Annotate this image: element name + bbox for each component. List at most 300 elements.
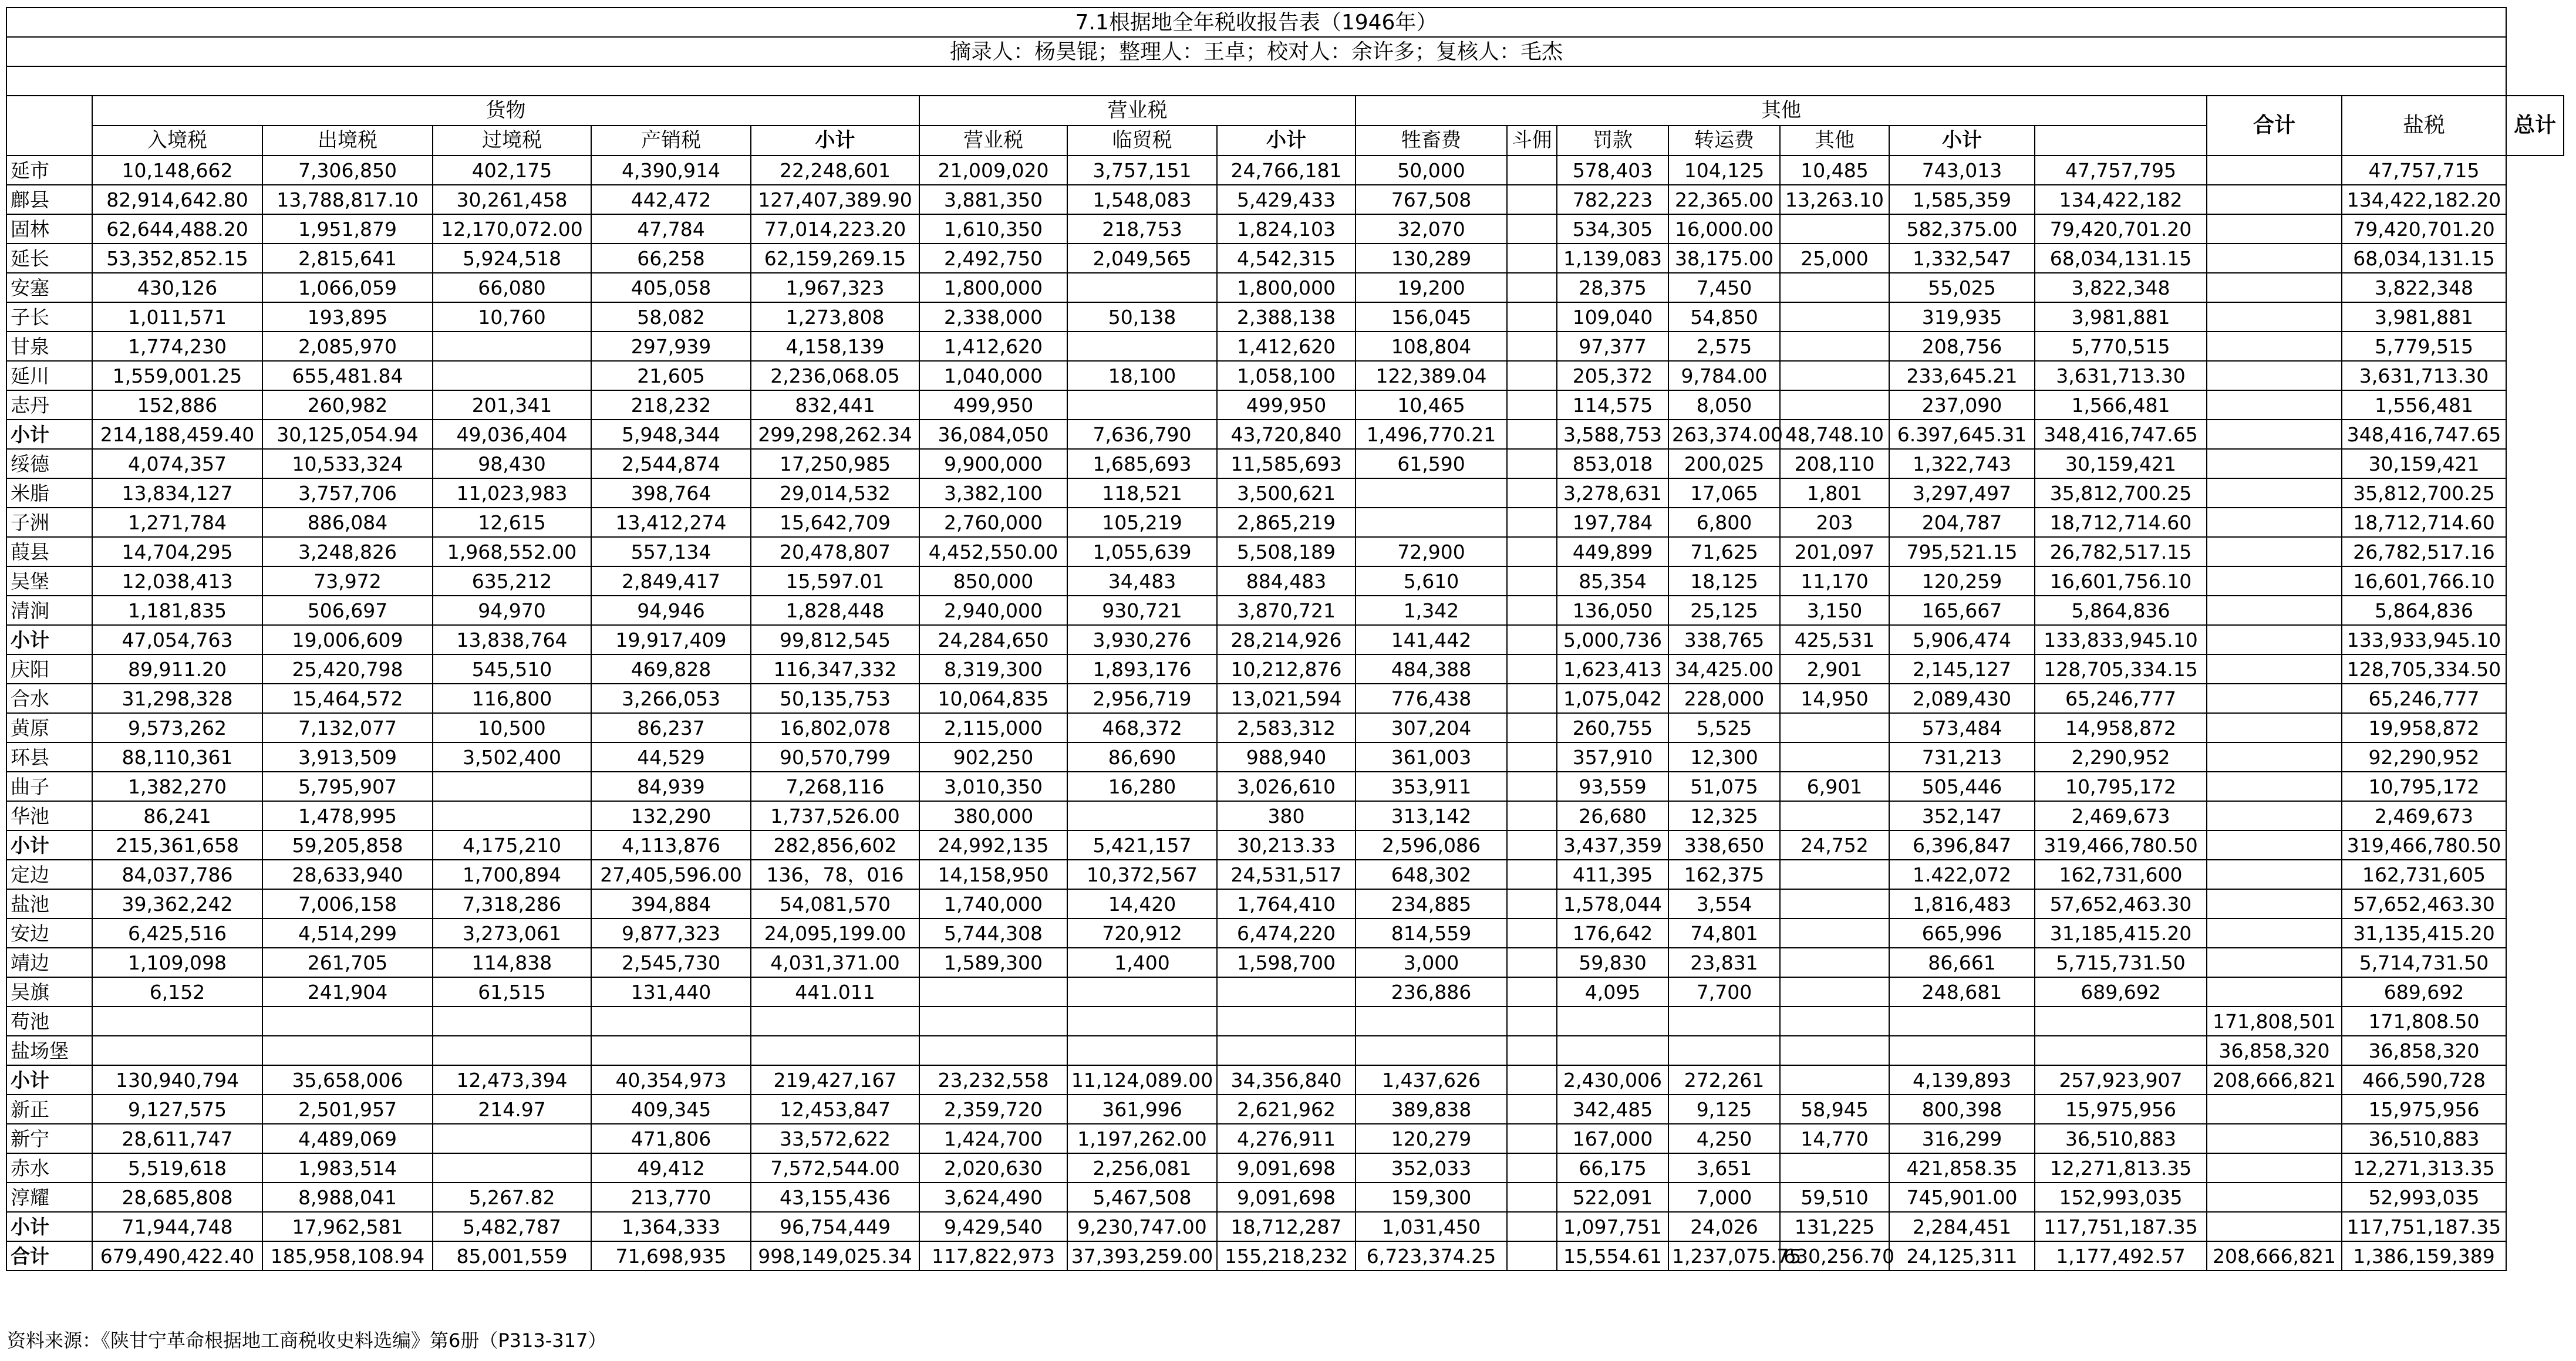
table-cell: 1,386,159,389: [2342, 1241, 2506, 1271]
table-row: [6, 772, 2564, 801]
table-cell: 353,911: [1356, 772, 1507, 801]
table-cell: 534,305: [1557, 214, 1668, 244]
table-cell: 34,483: [1067, 566, 1217, 596]
table-cell: 108,804: [1356, 332, 1507, 361]
table-cell: 12,325: [1668, 801, 1780, 830]
table-cell: 93,559: [1557, 772, 1668, 801]
table-cell: [2207, 566, 2342, 596]
region-name: 黄原: [6, 713, 92, 742]
table-cell: 1,177,492.57: [2035, 1241, 2207, 1271]
table-cell: 260,755: [1557, 713, 1668, 742]
table-cell: 7,268,116: [751, 772, 919, 801]
table-row: [6, 625, 2564, 654]
table-cell: [2035, 1036, 2207, 1065]
table-cell: 2,085,970: [262, 332, 433, 361]
table-cell: [1507, 185, 1557, 214]
table-cell: 1,893,176: [1067, 654, 1217, 684]
column-header: 转运费: [1668, 126, 1780, 156]
table-cell: 14,958,872: [2035, 713, 2207, 742]
table-cell: 11,023,983: [433, 478, 591, 508]
table-cell: [1507, 977, 1557, 1007]
table-cell: 2,089,430: [1889, 684, 2035, 713]
table-cell: [2207, 948, 2342, 977]
region-name: 吴旗: [6, 977, 92, 1007]
table-cell: 12,300: [1668, 742, 1780, 772]
table-cell: 89,911.20: [92, 654, 262, 684]
table-cell: 4,390,914: [591, 156, 751, 185]
table-cell: 3,651: [1668, 1153, 1780, 1183]
table-cell: 7,132,077: [262, 713, 433, 742]
table-cell: [2207, 654, 2342, 684]
table-cell: 193,895: [262, 302, 433, 332]
table-cell: [92, 1007, 262, 1036]
table-cell: 167,000: [1557, 1124, 1668, 1153]
region-name: 小计: [6, 625, 92, 654]
table-cell: [591, 1007, 751, 1036]
table-cell: 342,485: [1557, 1095, 1668, 1124]
table-cell: 214,188,459.40: [92, 420, 262, 449]
table-cell: 1,066,059: [262, 273, 433, 302]
table-cell: 88,110,361: [92, 742, 262, 772]
table-cell: 1,983,514: [262, 1153, 433, 1183]
table-cell: 1,967,323: [751, 273, 919, 302]
table-cell: 272,261: [1668, 1065, 1780, 1095]
table-cell: 15,554.61: [1557, 1241, 1668, 1271]
table-cell: 402,175: [433, 156, 591, 185]
table-row: [6, 156, 2564, 185]
table-cell: 5,525: [1668, 713, 1780, 742]
table-cell: 1,382,270: [92, 772, 262, 801]
table-cell: 228,000: [1668, 684, 1780, 713]
column-header: 小计: [751, 126, 919, 156]
table-cell: 1,322,743: [1889, 449, 2035, 478]
table-row: [6, 801, 2564, 830]
region-name: 靖边: [6, 948, 92, 977]
table-cell: 5,795,907: [262, 772, 433, 801]
table-cell: [433, 772, 591, 801]
table-cell: [1507, 1007, 1557, 1036]
table-cell: 1,040,000: [919, 361, 1067, 390]
table-cell: 208,110: [1780, 449, 1889, 478]
table-cell: [1780, 302, 1889, 332]
table-cell: 2,290,952: [2035, 742, 2207, 772]
table-cell: 3,010,350: [919, 772, 1067, 801]
table-cell: 3,382,100: [919, 478, 1067, 508]
table-cell: 44,529: [591, 742, 751, 772]
table-cell: [1507, 684, 1557, 713]
table-cell: 2,020,630: [919, 1153, 1067, 1183]
table-cell: 4,031,371.00: [751, 948, 919, 977]
table-cell: 1,181,835: [92, 596, 262, 625]
table-cell: 4,113,876: [591, 830, 751, 860]
tax-report-sheet: [6, 7, 2564, 1271]
table-cell: 2,901: [1780, 654, 1889, 684]
table-cell: 55,025: [1889, 273, 2035, 302]
table-cell: 466,590,728: [2342, 1065, 2506, 1095]
region-name: 小计: [6, 830, 92, 860]
table-cell: 24,531,517: [1217, 860, 1356, 889]
table-cell: [1067, 977, 1217, 1007]
table-cell: [433, 1007, 591, 1036]
table-cell: 12,038,413: [92, 566, 262, 596]
table-cell: 2,145,127: [1889, 654, 2035, 684]
table-row: [6, 449, 2564, 478]
table-cell: 998,149,025.34: [751, 1241, 919, 1271]
table-cell: 18,100: [1067, 361, 1217, 390]
table-cell: [2207, 1183, 2342, 1212]
region-name: 吴堡: [6, 566, 92, 596]
table-cell: 5,770,515: [2035, 332, 2207, 361]
table-cell: 49,036,404: [433, 420, 591, 449]
table-cell: 200,025: [1668, 449, 1780, 478]
table-cell: 35,658,006: [262, 1065, 433, 1095]
table-cell: 15,975,956: [2342, 1095, 2506, 1124]
table-cell: 58,082: [591, 302, 751, 332]
table-cell: 86,241: [92, 801, 262, 830]
table-cell: 7,006,158: [262, 889, 433, 918]
region-name: 新正: [6, 1095, 92, 1124]
table-cell: 34,356,840: [1217, 1065, 1356, 1095]
table-cell: 27,405,596.00: [591, 860, 751, 889]
table-cell: 1,816,483: [1889, 889, 2035, 918]
table-cell: 348,416,747.65: [2342, 420, 2506, 449]
table-cell: [2207, 420, 2342, 449]
column-header: 营业税: [919, 126, 1067, 156]
table-cell: 15,642,709: [751, 508, 919, 537]
table-cell: 299,298,262.34: [751, 420, 919, 449]
table-cell: 1,968,552.00: [433, 537, 591, 566]
table-cell: [1507, 1124, 1557, 1153]
table-cell: 2,338,000: [919, 302, 1067, 332]
header-total: 合计: [2207, 96, 2342, 156]
table-cell: 162,375: [1668, 860, 1780, 889]
table-cell: 208,666,821: [2207, 1241, 2342, 1271]
table-cell: 16,000.00: [1668, 214, 1780, 244]
table-cell: 176,642: [1557, 918, 1668, 948]
table-cell: 421,858.35: [1889, 1153, 2035, 1183]
table-cell: [1507, 273, 1557, 302]
table-cell: 522,091: [1557, 1183, 1668, 1212]
table-cell: [2207, 830, 2342, 860]
table-cell: 12,473,394: [433, 1065, 591, 1095]
table-cell: 62,644,488.20: [92, 214, 262, 244]
table-cell: 31,135,415.20: [2342, 918, 2506, 948]
table-cell: 380,000: [919, 801, 1067, 830]
table-cell: 261,705: [262, 948, 433, 977]
table-cell: 54,081,570: [751, 889, 919, 918]
table-cell: 5,864,836: [2342, 596, 2506, 625]
table-cell: 1,559,001.25: [92, 361, 262, 390]
table-cell: 97,377: [1557, 332, 1668, 361]
table-cell: 394,884: [591, 889, 751, 918]
table-cell: 171,808.50: [2342, 1007, 2506, 1036]
table-row: [6, 185, 2564, 214]
table-cell: 7,318,286: [433, 889, 591, 918]
table-cell: 141,442: [1356, 625, 1507, 654]
group-header-other: 其他: [1356, 96, 2207, 126]
table-cell: 23,232,558: [919, 1065, 1067, 1095]
table-cell: 16,601,756.10: [2035, 566, 2207, 596]
table-cell: 131,225: [1780, 1212, 1889, 1241]
table-cell: [2207, 742, 2342, 772]
table-cell: 122,389.04: [1356, 361, 1507, 390]
table-cell: 3,026,610: [1217, 772, 1356, 801]
region-name: 庆阳: [6, 654, 92, 684]
table-row: [6, 508, 2564, 537]
table-cell: 832,441: [751, 390, 919, 420]
table-cell: 1,058,100: [1217, 361, 1356, 390]
table-cell: 2,049,565: [1067, 244, 1217, 273]
table-cell: 28,375: [1557, 273, 1668, 302]
table-cell: 3,500,621: [1217, 478, 1356, 508]
region-header-cell: [6, 96, 92, 156]
region-name: 新宁: [6, 1124, 92, 1153]
table-cell: 1,139,083: [1557, 244, 1668, 273]
table-cell: 2,621,962: [1217, 1095, 1356, 1124]
table-cell: 23,831: [1668, 948, 1780, 977]
table-cell: 18,712,714.60: [2342, 508, 2506, 537]
table-cell: 2,956,719: [1067, 684, 1217, 713]
table-cell: 114,575: [1557, 390, 1668, 420]
table-cell: [2207, 801, 2342, 830]
table-cell: [1067, 390, 1217, 420]
table-cell: 297,939: [591, 332, 751, 361]
column-header: 其他: [1780, 126, 1889, 156]
source-note: 资料来源：《陕甘宁革命根据地工商税收史料选编》第6册（P313-317）: [7, 1329, 607, 1352]
table-cell: 16,802,078: [751, 713, 919, 742]
table-cell: 4,139,893: [1889, 1065, 2035, 1095]
table-cell: 30,213.33: [1217, 830, 1356, 860]
table-cell: 24,026: [1668, 1212, 1780, 1241]
table-cell: 3,930,276: [1067, 625, 1217, 654]
table-cell: 630,256.70: [1780, 1241, 1889, 1271]
table-cell: 282,856,602: [751, 830, 919, 860]
table-cell: [1780, 948, 1889, 977]
table-cell: [1067, 1036, 1217, 1065]
table-cell: 3,881,350: [919, 185, 1067, 214]
table-row: [6, 361, 2564, 390]
table-row: [6, 860, 2564, 889]
table-cell: [2207, 684, 2342, 713]
table-cell: 33,572,622: [751, 1124, 919, 1153]
table-cell: [1668, 1036, 1780, 1065]
table-cell: [1507, 1036, 1557, 1065]
table-cell: 430,126: [92, 273, 262, 302]
table-cell: 1,342: [1356, 596, 1507, 625]
region-name: 固林: [6, 214, 92, 244]
table-cell: 4,175,210: [433, 830, 591, 860]
table-cell: 19,917,409: [591, 625, 751, 654]
table-cell: 352,033: [1356, 1153, 1507, 1183]
table-cell: [1067, 1007, 1217, 1036]
table-cell: [1507, 918, 1557, 948]
table-cell: 25,125: [1668, 596, 1780, 625]
table-cell: [1507, 625, 1557, 654]
table-cell: [2207, 537, 2342, 566]
table-cell: 114,838: [433, 948, 591, 977]
table-cell: 215,361,658: [92, 830, 262, 860]
table-cell: [1067, 801, 1217, 830]
table-cell: [1780, 801, 1889, 830]
table-cell: 51,075: [1668, 772, 1780, 801]
table-cell: 1,566,481: [2035, 390, 2207, 420]
table-cell: 3,554: [1668, 889, 1780, 918]
table-cell: [1780, 1065, 1889, 1095]
table-cell: [262, 1036, 433, 1065]
table-row: [6, 478, 2564, 508]
region-name: 合水: [6, 684, 92, 713]
table-cell: 17,065: [1668, 478, 1780, 508]
table-cell: 25,420,798: [262, 654, 433, 684]
table-cell: 49,412: [591, 1153, 751, 1183]
column-header: 牲畜费: [1356, 126, 1507, 156]
table-row: [6, 332, 2564, 361]
table-cell: 21,009,020: [919, 156, 1067, 185]
table-cell: 886,084: [262, 508, 433, 537]
table-cell: 71,698,935: [591, 1241, 751, 1271]
table-cell: 156,045: [1356, 302, 1507, 332]
table-cell: 32,070: [1356, 214, 1507, 244]
table-cell: 24,766,181: [1217, 156, 1356, 185]
table-cell: 1,598,700: [1217, 948, 1356, 977]
region-name: 安塞: [6, 273, 92, 302]
table-cell: 9,877,323: [591, 918, 751, 948]
table-cell: 361,003: [1356, 742, 1507, 772]
table-row: [6, 889, 2564, 918]
table-cell: [2207, 478, 2342, 508]
table-cell: 90,570,799: [751, 742, 919, 772]
table-cell: 61,515: [433, 977, 591, 1007]
table-row: [6, 830, 2564, 860]
column-header: 小计: [1217, 126, 1356, 156]
column-header: 小计: [1889, 126, 2035, 156]
table-cell: [2207, 1212, 2342, 1241]
table-cell: 425,531: [1780, 625, 1889, 654]
table-cell: 2,469,673: [2035, 801, 2207, 830]
region-name: 鄜县: [6, 185, 92, 214]
table-cell: 16,601,766.10: [2342, 566, 2506, 596]
table-cell: [433, 332, 591, 361]
table-cell: [1780, 1007, 1889, 1036]
table-cell: 1,737,526.00: [751, 801, 919, 830]
table-cell: 52,993,035: [2342, 1183, 2506, 1212]
table-cell: 8,050: [1668, 390, 1780, 420]
table-cell: 2,501,957: [262, 1095, 433, 1124]
table-cell: 248,681: [1889, 977, 2035, 1007]
table-cell: 3,000: [1356, 948, 1507, 977]
table-cell: 18,712,714.60: [2035, 508, 2207, 537]
region-name: 盐场堡: [6, 1036, 92, 1065]
table-cell: 57,652,463.30: [2342, 889, 2506, 918]
table-cell: [1780, 889, 1889, 918]
table-cell: 9,429,540: [919, 1212, 1067, 1241]
region-name: 子洲: [6, 508, 92, 537]
table-cell: 263,374.00: [1668, 420, 1780, 449]
table-cell: 767,508: [1356, 185, 1507, 214]
table-cell: 68,034,131.15: [2035, 244, 2207, 273]
table-cell: 204,787: [1889, 508, 2035, 537]
table-cell: 1,364,333: [591, 1212, 751, 1241]
table-cell: 85,001,559: [433, 1241, 591, 1271]
table-cell: 3,297,497: [1889, 478, 2035, 508]
table-cell: 814,559: [1356, 918, 1507, 948]
table-cell: 648,302: [1356, 860, 1507, 889]
table-cell: 2,815,641: [262, 244, 433, 273]
table-cell: 3,624,490: [919, 1183, 1067, 1212]
table-cell: 988,940: [1217, 742, 1356, 772]
table-cell: 36,510,883: [2342, 1124, 2506, 1153]
table-cell: 127,407,389.90: [751, 185, 919, 214]
table-cell: [1780, 361, 1889, 390]
header-salt-tax: 盐税: [2342, 96, 2506, 156]
table-cell: 218,753: [1067, 214, 1217, 244]
table-cell: 3,822,348: [2342, 273, 2506, 302]
region-name: 赤水: [6, 1153, 92, 1183]
table-cell: 853,018: [1557, 449, 1668, 478]
table-cell: 902,250: [919, 742, 1067, 772]
table-cell: 39,362,242: [92, 889, 262, 918]
table-cell: 411,395: [1557, 860, 1668, 889]
table-cell: 18,712,287: [1217, 1212, 1356, 1241]
table-cell: 47,784: [591, 214, 751, 244]
table-cell: 14,704,295: [92, 537, 262, 566]
table-cell: 5,715,731.50: [2035, 948, 2207, 977]
table-cell: 152,993,035: [2035, 1183, 2207, 1212]
table-cell: 1,197,262.00: [1067, 1124, 1217, 1153]
table-cell: 11,585,693: [1217, 449, 1356, 478]
region-name: 小计: [6, 420, 92, 449]
table-cell: 86,661: [1889, 948, 2035, 977]
table-cell: 20,478,807: [751, 537, 919, 566]
tax-report-table: [6, 7, 2564, 1271]
column-header: 出境税: [262, 126, 433, 156]
region-name: 安边: [6, 918, 92, 948]
table-cell: 9,784.00: [1668, 361, 1780, 390]
table-cell: 94,970: [433, 596, 591, 625]
table-cell: 241,904: [262, 977, 433, 1007]
table-cell: 545,510: [433, 654, 591, 684]
table-cell: 19,006,609: [262, 625, 433, 654]
table-cell: 7,636,790: [1067, 420, 1217, 449]
table-cell: 573,484: [1889, 713, 2035, 742]
table-cell: 61,590: [1356, 449, 1507, 478]
table-row: [6, 1183, 2564, 1212]
table-cell: 5,421,157: [1067, 830, 1217, 860]
table-cell: 4,514,299: [262, 918, 433, 948]
table-cell: 30,125,054.94: [262, 420, 433, 449]
table-cell: 1,109,098: [92, 948, 262, 977]
table-cell: [2207, 390, 2342, 420]
table-cell: 130,940,794: [92, 1065, 262, 1095]
table-cell: 665,996: [1889, 918, 2035, 948]
table-cell: 1,740,000: [919, 889, 1067, 918]
table-cell: 105,219: [1067, 508, 1217, 537]
table-cell: 84,939: [591, 772, 751, 801]
table-cell: 655,481.84: [262, 361, 433, 390]
table-row: [6, 273, 2564, 302]
table-row: [6, 214, 2564, 244]
table-cell: [433, 1036, 591, 1065]
table-cell: 4,276,911: [1217, 1124, 1356, 1153]
table-row: [6, 1036, 2564, 1065]
table-cell: 31,185,415.20: [2035, 918, 2207, 948]
table-cell: 9,125: [1668, 1095, 1780, 1124]
table-cell: 65,246,777: [2342, 684, 2506, 713]
table-cell: 3,757,151: [1067, 156, 1217, 185]
table-cell: 2,596,086: [1356, 830, 1507, 860]
table-cell: 2,575: [1668, 332, 1780, 361]
table-cell: 7,572,544.00: [751, 1153, 919, 1183]
